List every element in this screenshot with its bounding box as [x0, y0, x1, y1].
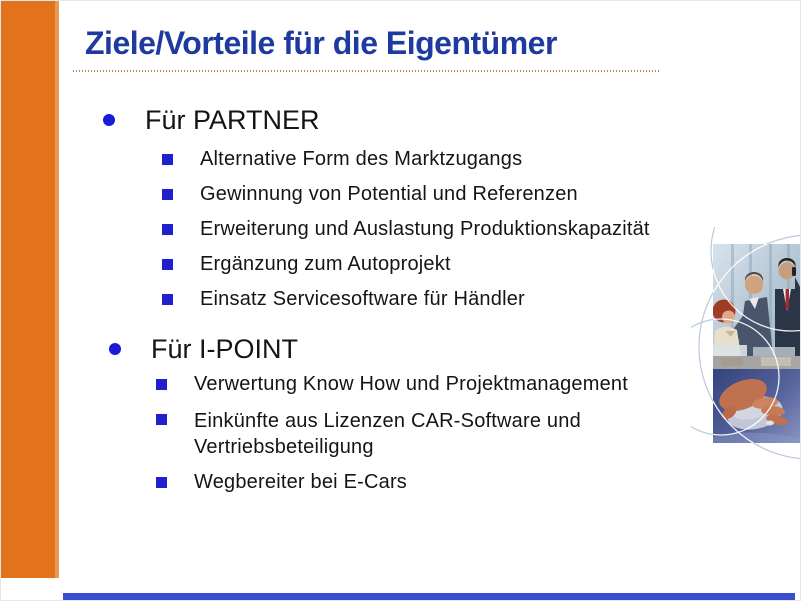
list-item-text: Einkünfte aus Lizenzen CAR-Software und Vertriebsbeteiligung [194, 410, 581, 458]
footer-accent-bar [63, 593, 795, 601]
sidebar-accent-bar [1, 1, 59, 578]
photo-business-collage [691, 227, 801, 477]
bullet-square-icon [162, 224, 173, 235]
list-item [156, 408, 626, 460]
bullet-square-icon [156, 414, 167, 425]
list-item-text: Alternative Form des Marktzugangs [200, 148, 523, 170]
list-item-text: Wegbereiter bei E-Cars [194, 471, 408, 493]
bullet-square-icon [162, 294, 173, 305]
bullet-square-icon [156, 379, 167, 390]
list-item [162, 253, 451, 276]
list-item-text: Gewinnung von Potential und Referenzen [200, 183, 578, 205]
list-item [156, 471, 407, 494]
list-item [162, 288, 525, 311]
page-title: Ziele/Vorteile für die Eigentümer [85, 25, 557, 61]
list-item [162, 218, 650, 241]
section-heading: Für I-POINT [151, 334, 298, 364]
list-item-heading-ipoint [109, 334, 298, 365]
list-item-text: Einsatz Servicesoftware für Händler [200, 288, 525, 310]
bullet-square-icon [156, 477, 167, 488]
list-item [162, 183, 578, 206]
section-heading: Für PARTNER [145, 105, 320, 135]
list-item-text: Verwertung Know How und Projektmanagement [194, 373, 628, 395]
list-item [156, 373, 628, 396]
list-item-heading-partner [103, 105, 320, 136]
list-item [162, 148, 522, 171]
bullet-circle-icon [109, 343, 121, 355]
bullet-circle-icon [103, 114, 115, 126]
photo-collage-graphic [691, 227, 801, 477]
title-underline-dotted [73, 70, 661, 72]
list-item-text: Ergänzung zum Autoprojekt [200, 253, 451, 275]
bullet-square-icon [162, 189, 173, 200]
bullet-square-icon [162, 154, 173, 165]
list-item-text: Erweiterung und Auslastung Produktionskapazität [200, 218, 650, 240]
bullet-square-icon [162, 259, 173, 270]
